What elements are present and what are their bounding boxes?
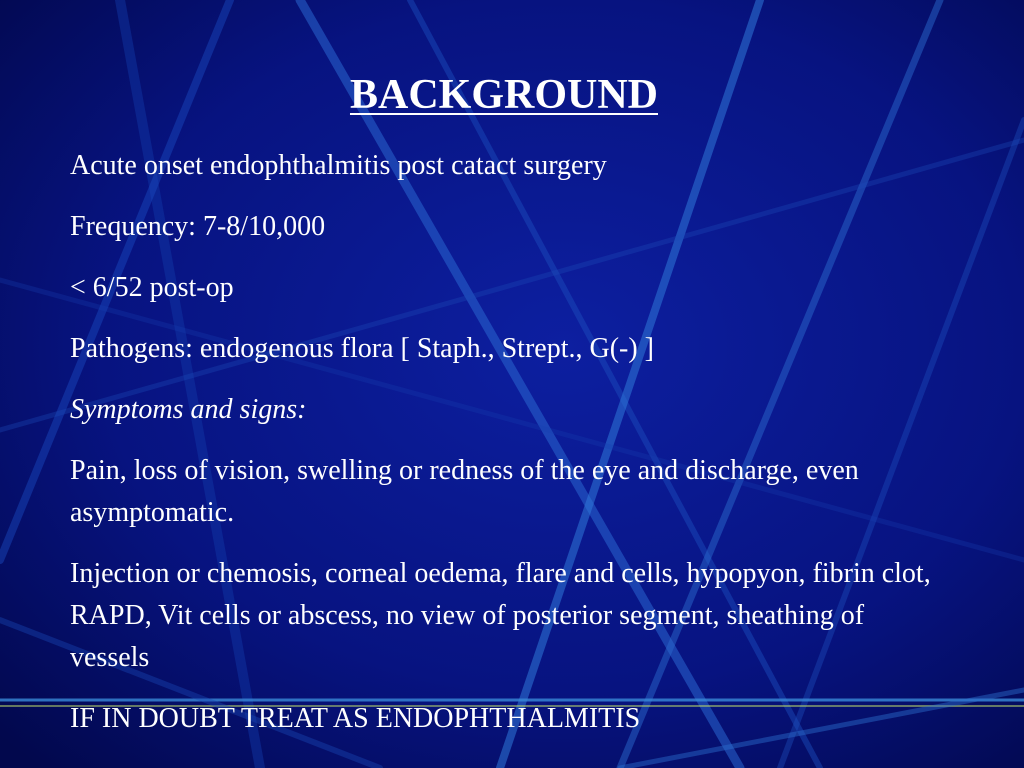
slide-body xyxy=(70,145,950,759)
bullet-pathogens: Pathogens: endogenous flora [ Staph., Strept., G(-) ] xyxy=(70,333,654,364)
bullet-signs: Injection or chemosis, corneal oedema, flare and cells, hypopyon, fibrin clot, RAPD, Vit cells or abscess, no view of posterior segment, sheathing of vessels xyxy=(70,558,931,673)
bullet-diagnosis: Acute onset endophthalmitis post catact surgery xyxy=(70,150,607,181)
bullet-symptoms: Pain, loss of vision, swelling or redness of the eye and discharge, even asymptomatic. xyxy=(70,455,859,528)
bullet-frequency: Frequency: 7-8/10,000 xyxy=(70,211,326,242)
slide-title: BACKGROUND xyxy=(349,72,658,118)
bullet-timing: < 6/52 post-op xyxy=(70,272,234,303)
bullet-symptoms-heading: Symptoms and signs: xyxy=(70,394,307,425)
bullet-advice: IF IN DOUBT TREAT AS ENDOPHTHALMITIS xyxy=(70,703,641,734)
